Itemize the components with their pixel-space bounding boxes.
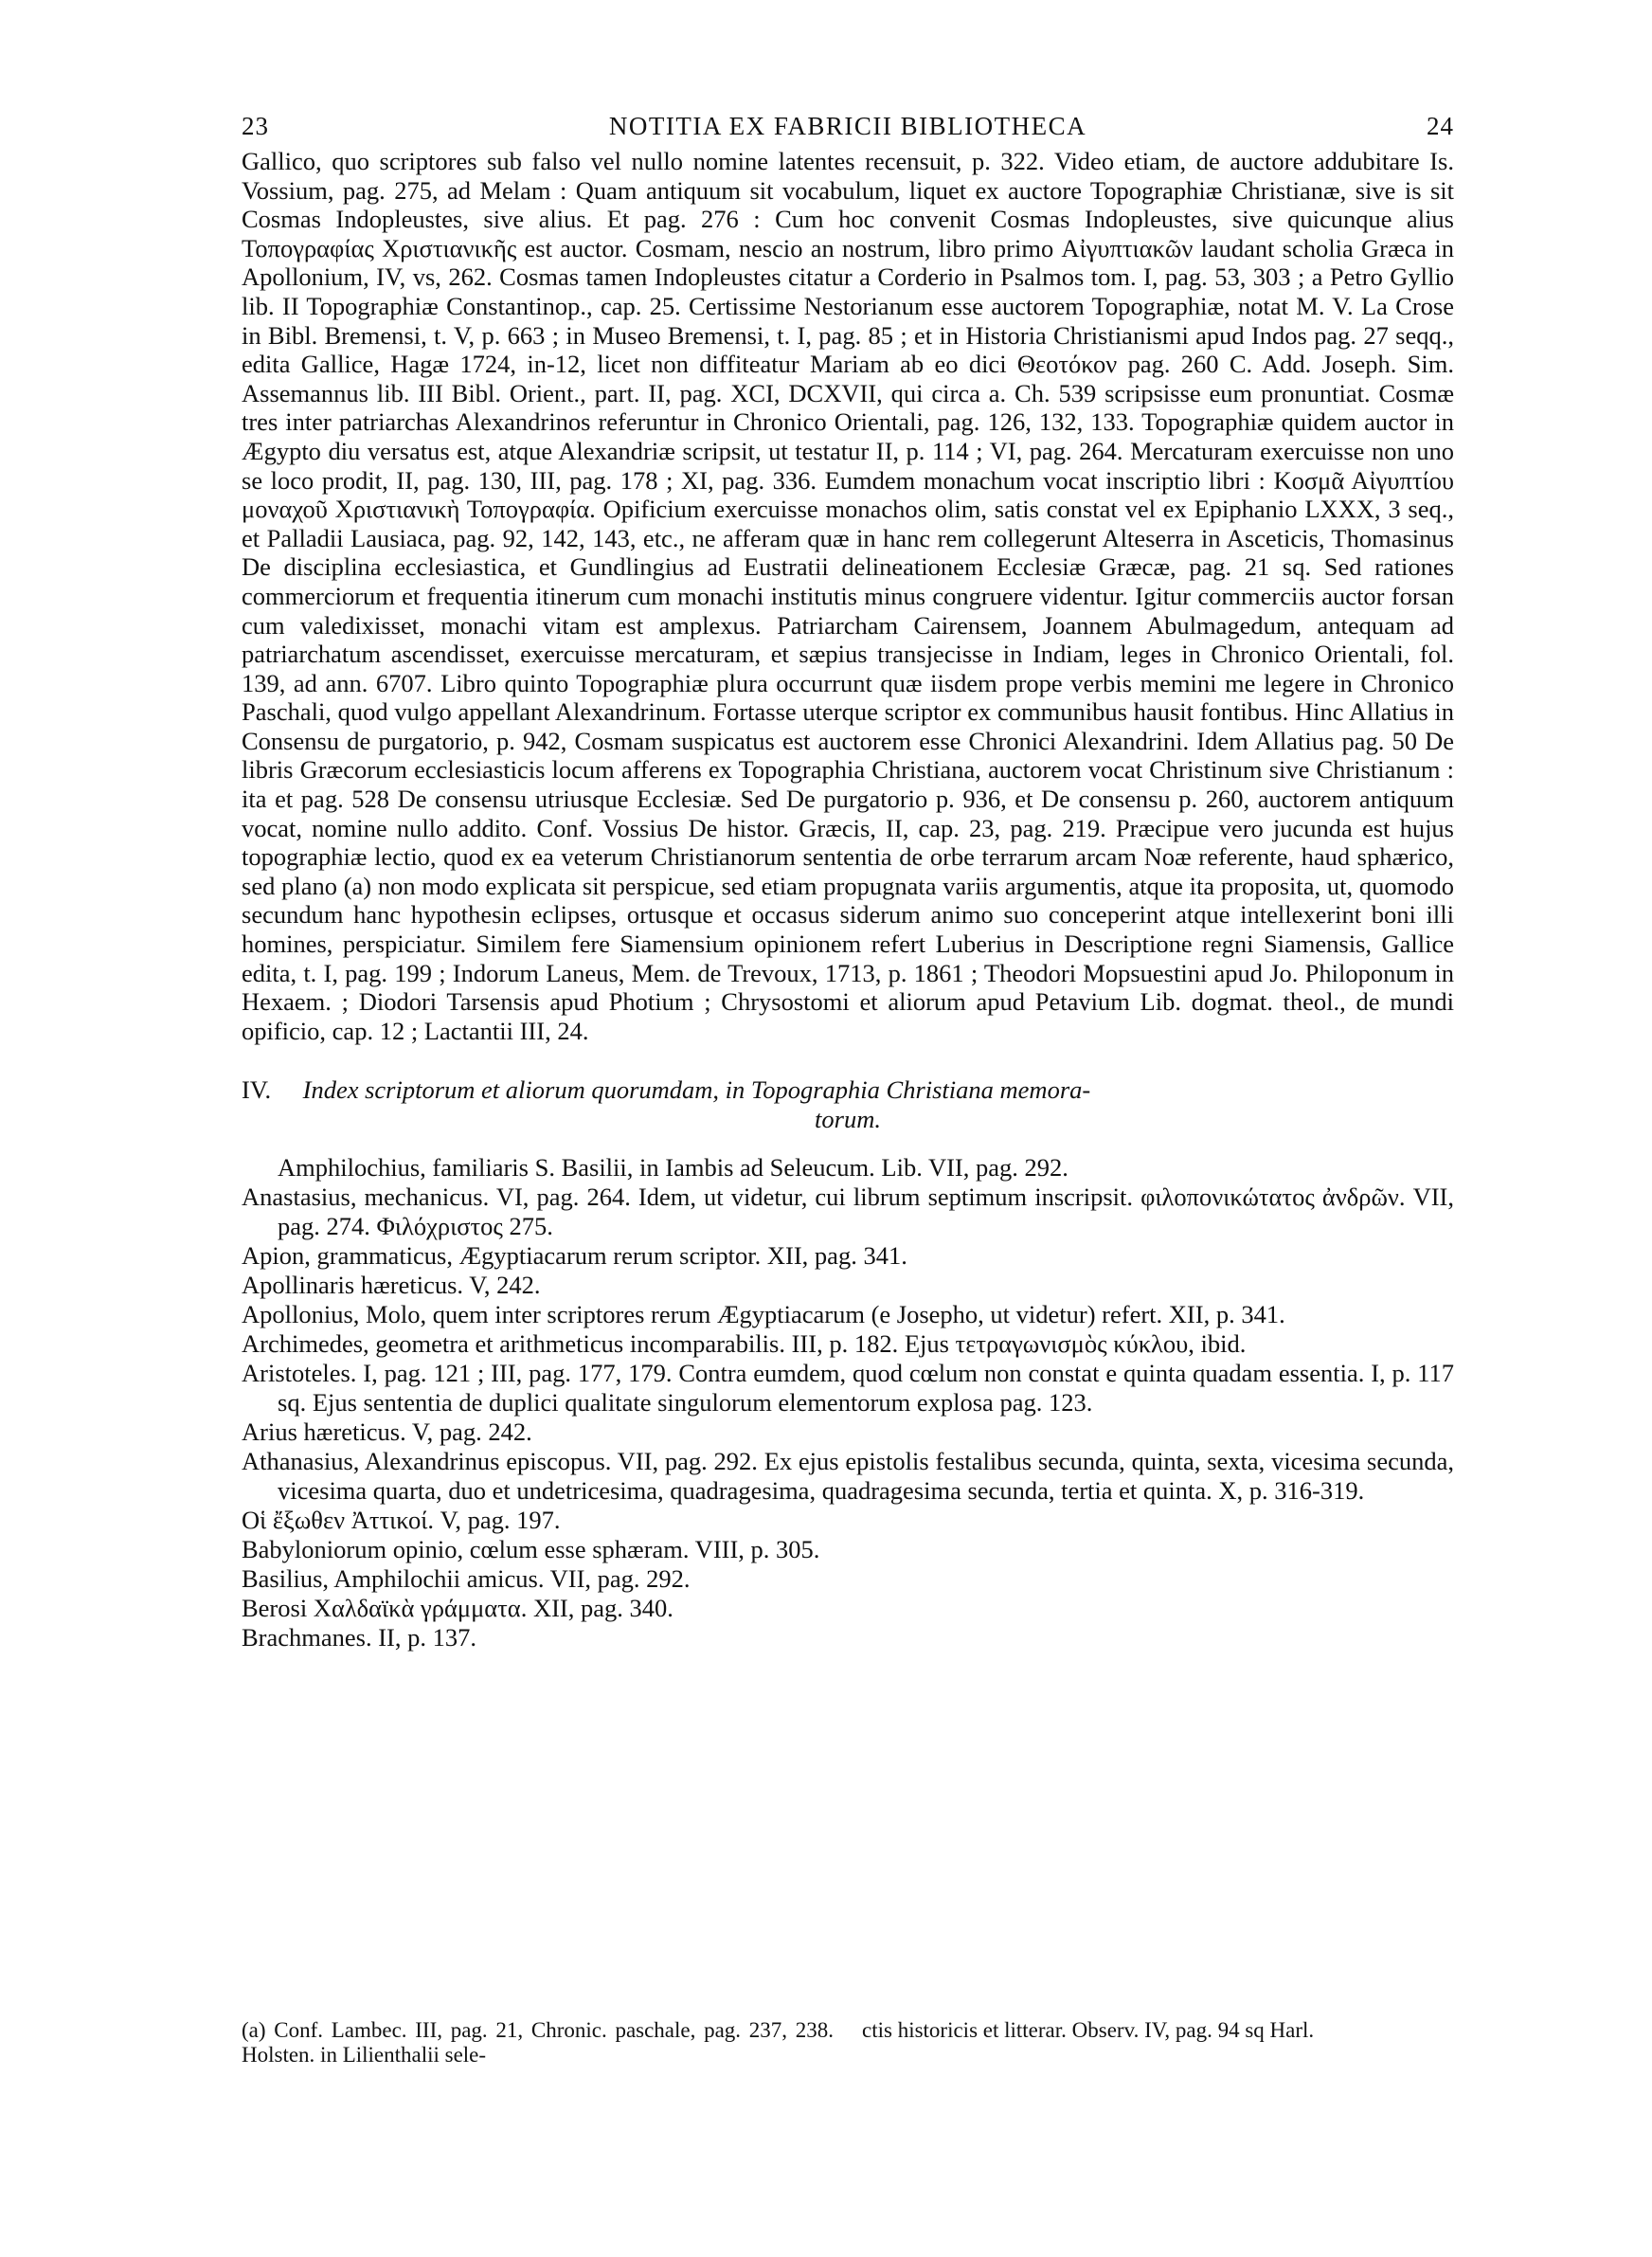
section-number: IV. xyxy=(242,1075,272,1105)
index-entry: Arius hæreticus. V, pag. 242. xyxy=(242,1417,532,1447)
index-entry: Apollonius, Molo, quem inter scriptores rerum Ægyptiacarum (e Josepho, ut videtur) refert. XII, p. 341. xyxy=(242,1300,1285,1329)
footnote-right: ctis historicis et litterar. Observ. IV, pag. 94 sq Harl. xyxy=(862,2018,1315,2042)
index-entry: Basilius, Amphilochii amicus. VII, pag. 292. xyxy=(242,1564,691,1594)
page xyxy=(242,112,1454,2067)
index-entry: Amphilochius, familiaris S. Basilii, in Iambis ad Seleucum. Lib. VII, pag. 292. xyxy=(278,1153,1068,1183)
index-entry: Οἱ ἔξωθεν Ἀττικοί. V, pag. 197. xyxy=(242,1506,561,1535)
index-entry: Athanasius, Alexandrinus episcopus. VII, pag. 292. Ex ejus epistolis festalibus secunda, quinta, sexta, vicesima secunda, vicesima quarta, duo et undetricesima, quadragesima, quadragesima secunda, tertia et quinta. X, p. 316-319. xyxy=(242,1447,1454,1506)
section-title-line-1: Index scriptorum et aliorum quorumdam, in Topographia Christiana memora- xyxy=(302,1075,1091,1105)
section-title-line-2: torum. xyxy=(815,1105,881,1134)
running-title: NOTITIA EX FABRICII BIBLIOTHECA xyxy=(608,112,1087,140)
right-page-number: 24 xyxy=(1427,112,1454,140)
footnote-left: (a) Conf. Lambec. III, pag. 21, Chronic. paschale, pag. 237, 238. Holsten. in Lilienthalii sele- xyxy=(242,2018,834,2067)
index-entry: Apion, grammaticus, Ægyptiacarum rerum scriptor. XII, pag. 341. xyxy=(242,1241,907,1271)
running-header xyxy=(242,112,1454,141)
body-paragraph: Gallico, quo scriptores sub falso vel nullo nomine latentes recensuit, p. 322. Video etiam, de auctore addubitare Is. Vossium, pag. 275, ad Melam : Quam antiquum sit vocabulum, liquet ex auctore Topographiæ Christianæ, sive is sit Cosmas Indopleustes, sive alius. Et pag. 276 : Cum hoc convenit Cosmas Indopleustes, sive quicunque alius Τοπογραφίας Χριστιανικῆς est auctor. Cosmam, nescio an nostrum, libro primo Αἰγυπτιακῶν laudant scholia Græca in Apollonium, IV, vs, 262. Cosmas tamen Indopleustes citatur a Corderio in Psalmos tom. I, pag. 53, 303 ; a Petro Gyllio lib. II Topographiæ Constantinop., cap. 25. Certissime Nestorianum esse auctorem Topographiæ, notat M. V. La Crose in Bibl. Bremensi, t. V, p. 663 ; in Museo Bremensi, t. I, pag. 85 ; et in Historia Christianismi apud Indos pag. 27 seqq., edita Gallice, Hagæ 1724, in-12, licet non diffiteatur Mariam ab eo dici Θεοτόκον pag. 260 C. Add. Joseph. Sim. Assemannus lib. III Bibl. Orient., part. II, pag. XCI, DCXVII, qui circa a. Ch. 539 scripsisse eum pronuntiat. Cosmæ tres inter patriarchas Alexandrinos referuntur in Chronico Orientali, pag. 126, 132, 133. Topographiæ quidem auctor in Ægypto diu versatus est, atque Alexandriæ scripsit, ut testatur II, p. 114 ; VI, pag. 264. Mercaturam exercuisse non uno se loco prodit, II, pag. 130, III, pag. 178 ; XI, pag. 336. Eumdem monachum vocat inscriptio libri : Κοσμᾶ Αἰγυπτίου μοναχοῦ Χριστιανικὴ Τοπογραφία. Opificium exercuisse monachos olim, satis constat vel ex Epiphanio LXXX, 3 seq., et Palladii Lausiaca, pag. 92, 142, 143, etc., ne afferam quæ in hanc rem collegerunt Alteserra in Asceticis, Thomasinus De disciplina ecclesiastica, et Gundlingius ad Eustratii delineationem Ecclesiæ Græcæ, pag. 21 sq. Sed rationes commerciorum et frequentia itinerum cum monachi institutis minus congruere videntur. Igitur commerciis auctor forsan cum valedixisset, monachi vitam est amplexus. Patriarcham Cairensem, Joannem Abulmagedum, antequam ad patriarchatum ascendisset, exercuisse mercaturam, et sæpius transjecisse in Indiam, leges in Chronico Orientali, fol. 139, ad ann. 6707. Libro quinto Topographiæ plura occurrunt quæ iisdem prope verbis memini me legere in Chronico Paschali, quod vulgo appellant Alexandrinum. Fortasse uterque scriptor ex communibus hausit fontibus. Hinc Allatius in Consensu de purgatorio, p. 942, Cosmam suspicatus est auctorem esse Chronici Alexandrini. Idem Allatius pag. 50 De libris Græcorum ecclesiasticis locum afferens ex Topographia Christiana, auctorem vocat Christinum sive Christianum : ita et pag. 528 De consensu utriusque Ecclesiæ. Sed De purgatorio p. 936, et De consensu p. 260, auctorem antiquum vocat, nomine nullo addito. Conf. Vossius De histor. Græcis, II, cap. 23, pag. 219. Præcipue vero jucunda est hujus topographiæ lectio, quod ex ea veterum Christianorum sententia de orbe terrarum arcam Noæ referente, haud sphærico, sed plano (a) non modo explicata sit perspicue, sed etiam propugnata variis argumentis, atque ita proposita, ut, quomodo secundum hanc hypothesin eclipses, ortusque et occasus siderum animo suo conceperint atque intellexerint boni illi homines, perspiciatur. Similem fere Siamensium opinionem refert Luberius in Descriptione regni Siamensis, Gallice edita, t. I, pag. 199 ; Indorum Laneus, Mem. de Trevoux, 1713, p. 1861 ; Theodori Mopsuestini apud Jo. Philoponum in Hexaem. ; Diodori Tarsensis apud Photium ; Chrysostomi et aliorum apud Petavium Lib. dogmat. theol., de mundi opificio, cap. 12 ; Lactantii III, 24. xyxy=(242,147,1454,1045)
index-entry: Berosi Χαλδαϊκὰ γράμματα. XII, pag. 340. xyxy=(242,1594,673,1623)
index-entry: Babyloniorum opinio, cœlum esse sphæram. VIII, p. 305. xyxy=(242,1535,820,1564)
section-heading xyxy=(242,1075,1454,1134)
left-page-number: 23 xyxy=(242,112,269,140)
index-list xyxy=(242,1153,1454,1652)
footnotes xyxy=(242,2018,1454,2067)
index-entry: Brachmanes. II, p. 137. xyxy=(242,1623,476,1652)
index-entry: Archimedes, geometra et arithmeticus incomparabilis. III, p. 182. Ejus τετραγωνισμὸς κύκλου, ibid. xyxy=(242,1329,1247,1359)
index-entry: Anastasius, mechanicus. VI, pag. 264. Idem, ut videtur, cui librum septimum inscripsit. φιλοπονικώτατος ἀνδρῶν. VII, pag. 274. Φιλόχριστος 275. xyxy=(242,1183,1454,1241)
index-entry: Aristoteles. I, pag. 121 ; III, pag. 177, 179. Contra eumdem, quod cœlum non constat e quinta quadam essentia. I, p. 117 sq. Ejus sententia de duplici qualitate singulorum elementorum explosa pag. 123. xyxy=(242,1359,1454,1417)
index-entry: Apollinaris hæreticus. V, 242. xyxy=(242,1271,541,1300)
